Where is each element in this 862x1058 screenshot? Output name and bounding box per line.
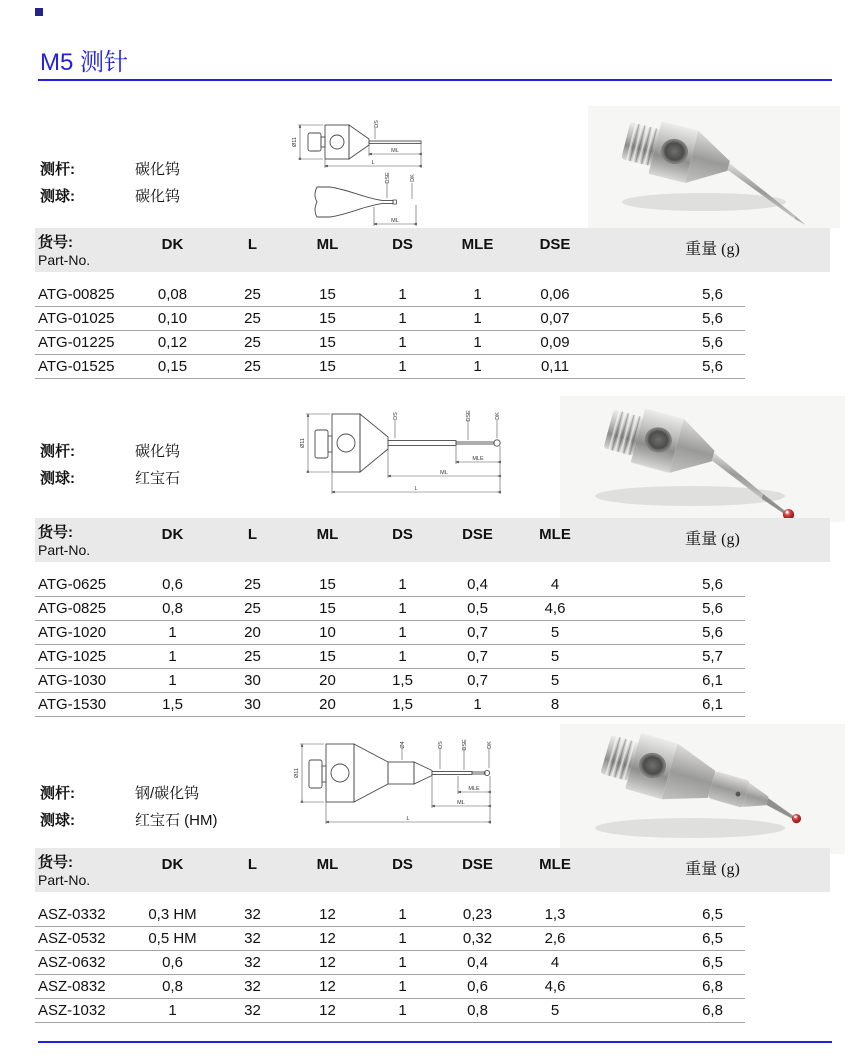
value-cell: 4 [515, 573, 595, 597]
value-cell: 25 [215, 331, 290, 355]
col-header: DS [392, 856, 413, 873]
part-no-cell: ATG-0825 [35, 597, 130, 621]
section3-specs [40, 780, 218, 834]
ball-label: 测球: [40, 812, 75, 829]
table-row [35, 621, 830, 645]
weight-cell: 5,6 [595, 355, 830, 379]
value-cell: 1,3 [515, 903, 595, 927]
value-cell: 1,5 [365, 693, 440, 717]
col-header: DSE [539, 236, 571, 253]
value-cell: 0,11 [515, 355, 595, 379]
col-header: DK [161, 236, 184, 253]
spec-table-1 [35, 228, 830, 379]
value-cell: 25 [215, 355, 290, 379]
value-cell: 15 [290, 355, 365, 379]
value-cell: 5 [515, 999, 595, 1023]
value-cell: 1 [365, 621, 440, 645]
col-header: DK [161, 526, 184, 543]
table-row [35, 975, 830, 999]
dim-label-d11: Ø11 [292, 137, 298, 147]
technical-drawing-3 [292, 736, 522, 836]
value-cell: 1 [130, 645, 215, 669]
ball-value: 红宝石 (HM) [135, 812, 218, 829]
shaft-label: 测杆: [40, 161, 75, 178]
spec-table-2 [35, 518, 830, 717]
value-cell: 0,7 [440, 645, 515, 669]
dim-label-dk: DK [487, 741, 493, 749]
value-cell: 1 [440, 331, 515, 355]
technical-drawing-2 [298, 406, 523, 506]
section1-specs [40, 156, 180, 210]
shaft-spec-row [40, 156, 180, 183]
weight-header: 重量 (g) [685, 531, 740, 548]
weight-cell: 6,1 [595, 669, 830, 693]
ball-spec-row [40, 183, 180, 210]
value-cell: 8 [515, 693, 595, 717]
table-row [35, 597, 830, 621]
part-no-cell: ATG-01525 [35, 355, 130, 379]
table-row [35, 573, 830, 597]
value-cell: 4,6 [515, 597, 595, 621]
table-row [35, 927, 830, 951]
value-cell: 1 [365, 331, 440, 355]
col-header: L [247, 236, 258, 253]
value-cell: 12 [290, 927, 365, 951]
value-cell: 0,09 [515, 331, 595, 355]
part-no-sublabel: Part-No. [38, 252, 91, 268]
value-cell: 0,5 HM [130, 927, 215, 951]
weight-cell: 6,5 [595, 951, 830, 975]
value-cell: 20 [290, 693, 365, 717]
value-cell: 25 [215, 283, 290, 307]
value-cell: 25 [215, 597, 290, 621]
value-cell: 0,3 HM [130, 903, 215, 927]
value-cell: 1 [365, 903, 440, 927]
weight-cell: 5,6 [595, 283, 830, 307]
col-header: MLE [539, 526, 571, 543]
value-cell: 0,6 [130, 573, 215, 597]
table-body [35, 903, 830, 1023]
part-no-cell: ATG-1530 [35, 693, 130, 717]
value-cell: 1 [130, 999, 215, 1023]
table-row [35, 645, 830, 669]
product-photo-1 [588, 106, 840, 228]
weight-cell: 6,8 [595, 975, 830, 999]
dim-label-l: L [371, 160, 375, 166]
value-cell: 0,7 [440, 621, 515, 645]
weight-cell: 5,7 [595, 645, 830, 669]
value-cell: 15 [290, 283, 365, 307]
ball-label: 测球: [40, 470, 75, 487]
part-no-cell: ATG-1030 [35, 669, 130, 693]
weight-header: 重量 (g) [685, 861, 740, 878]
shaft-value: 碳化钨 [135, 443, 181, 460]
table-row [35, 669, 830, 693]
dim-label-d11: Ø11 [294, 768, 300, 778]
value-cell: 0,8 [130, 597, 215, 621]
part-no-label: 货号: [38, 524, 73, 541]
value-cell: 1 [365, 283, 440, 307]
dim-label-l: L [406, 816, 410, 822]
product-photo-2 [560, 396, 845, 522]
part-no-cell: ASZ-0632 [35, 951, 130, 975]
value-cell: 0,4 [440, 951, 515, 975]
part-no-header [35, 518, 130, 562]
dim-label-dk: DK [495, 412, 501, 420]
value-cell: 15 [290, 645, 365, 669]
part-no-cell: ATG-01225 [35, 331, 130, 355]
value-cell: 32 [215, 927, 290, 951]
part-no-label: 货号: [38, 234, 73, 251]
value-cell: 1 [365, 645, 440, 669]
value-cell: 20 [290, 669, 365, 693]
table-row [35, 693, 830, 717]
col-header: MLE [539, 856, 571, 873]
value-cell: 15 [290, 573, 365, 597]
part-no-header [35, 848, 130, 892]
part-no-cell: ATG-0625 [35, 573, 130, 597]
value-cell: 12 [290, 999, 365, 1023]
table-row [35, 355, 830, 379]
dim-label-ml: ML [457, 800, 465, 806]
dim-label-dse: DSE [385, 172, 391, 184]
value-cell: 0,06 [515, 283, 595, 307]
shaft-value: 钢/碳化钨 [135, 785, 200, 802]
value-cell: 1 [365, 573, 440, 597]
part-no-sublabel: Part-No. [38, 542, 91, 558]
value-cell: 1 [440, 693, 515, 717]
col-header: MLE [461, 236, 494, 253]
product-photo-3 [560, 724, 845, 854]
col-header: ML [316, 236, 339, 253]
value-cell: 12 [290, 903, 365, 927]
table-body [35, 283, 830, 379]
weight-cell: 6,5 [595, 903, 830, 927]
footer-rule [38, 1041, 832, 1043]
dim-label-dk: DK [410, 174, 416, 182]
part-no-cell: ASZ-1032 [35, 999, 130, 1023]
table-header [35, 228, 830, 272]
weight-cell: 5,6 [595, 621, 830, 645]
value-cell: 15 [290, 331, 365, 355]
dim-label-ds: DS [374, 120, 380, 128]
corner-logo-mark [35, 8, 43, 16]
value-cell: 1,5 [130, 693, 215, 717]
shadow [595, 818, 785, 838]
value-cell: 20 [215, 621, 290, 645]
part-no-cell: ATG-01025 [35, 307, 130, 331]
shadow [622, 193, 786, 211]
value-cell: 32 [215, 999, 290, 1023]
dim-label-d11: Ø11 [300, 438, 306, 448]
shaft-label: 测杆: [40, 443, 75, 460]
value-cell: 1 [365, 951, 440, 975]
part-no-cell: ASZ-0532 [35, 927, 130, 951]
dim-label-ml2: ML [391, 218, 399, 224]
shaft-value: 碳化钨 [135, 161, 181, 178]
part-no-cell: ASZ-0332 [35, 903, 130, 927]
part-no-cell: ASZ-0832 [35, 975, 130, 999]
value-cell: 4 [515, 951, 595, 975]
part-no-label: 货号: [38, 854, 73, 871]
value-cell: 32 [215, 975, 290, 999]
col-header: DK [161, 856, 184, 873]
value-cell: 0,08 [130, 283, 215, 307]
value-cell: 2,6 [515, 927, 595, 951]
value-cell: 1 [365, 597, 440, 621]
ball-value: 碳化钨 [135, 188, 181, 205]
part-no-cell: ATG-00825 [35, 283, 130, 307]
value-cell: 0,8 [440, 999, 515, 1023]
col-header: ML [316, 856, 339, 873]
dim-label-ml: ML [440, 470, 448, 476]
value-cell: 25 [215, 307, 290, 331]
value-cell: 0,4 [440, 573, 515, 597]
dim-label-dse: DSE [466, 410, 472, 422]
ball-value: 红宝石 [135, 470, 181, 487]
value-cell: 1 [365, 999, 440, 1023]
value-cell: 0,7 [440, 669, 515, 693]
value-cell: 1 [365, 975, 440, 999]
table-row [35, 331, 830, 355]
table-row [35, 999, 830, 1023]
value-cell: 30 [215, 669, 290, 693]
value-cell: 15 [290, 307, 365, 331]
value-cell: 5 [515, 669, 595, 693]
shaft-spec-row [40, 438, 180, 465]
weight-cell: 6,8 [595, 999, 830, 1023]
value-cell: 10 [290, 621, 365, 645]
value-cell: 1 [130, 621, 215, 645]
value-cell: 12 [290, 975, 365, 999]
value-cell: 30 [215, 693, 290, 717]
weight-cell: 5,6 [595, 331, 830, 355]
value-cell: 12 [290, 951, 365, 975]
technical-drawing-1 [290, 112, 450, 230]
value-cell: 1 [440, 307, 515, 331]
weight-cell: 6,1 [595, 693, 830, 717]
value-cell: 1 [440, 283, 515, 307]
value-cell: 0,23 [440, 903, 515, 927]
value-cell: 0,5 [440, 597, 515, 621]
value-cell: 1,5 [365, 669, 440, 693]
table-body [35, 573, 830, 717]
value-cell: 0,15 [130, 355, 215, 379]
value-cell: 0,8 [130, 975, 215, 999]
table-row [35, 307, 830, 331]
value-cell: 0,6 [440, 975, 515, 999]
part-no-header [35, 228, 130, 272]
value-cell: 1 [365, 355, 440, 379]
value-cell: 32 [215, 903, 290, 927]
dim-label-ds: DS [438, 741, 444, 749]
value-cell: 0,32 [440, 927, 515, 951]
col-header: DS [392, 236, 413, 253]
value-cell: 1 [365, 927, 440, 951]
page-title: M5 测针 [40, 49, 129, 76]
weight-header: 重量 (g) [685, 241, 740, 258]
col-header: ML [316, 526, 339, 543]
shaft-label: 测杆: [40, 785, 75, 802]
weight-cell: 5,6 [595, 573, 830, 597]
ball-spec-row [40, 465, 180, 492]
table-header [35, 848, 830, 892]
value-cell: 32 [215, 951, 290, 975]
table-header [35, 518, 830, 562]
ball-label: 测球: [40, 188, 75, 205]
value-cell: 4,6 [515, 975, 595, 999]
weight-cell: 5,6 [595, 307, 830, 331]
col-header: L [247, 856, 258, 873]
part-no-cell: ATG-1025 [35, 645, 130, 669]
dim-label-dse: DSE [462, 739, 468, 751]
value-cell: 25 [215, 573, 290, 597]
ball-spec-row [40, 807, 218, 834]
col-header: L [247, 526, 258, 543]
value-cell: 25 [215, 645, 290, 669]
weight-cell: 6,5 [595, 927, 830, 951]
value-cell: 0,6 [130, 951, 215, 975]
table-row [35, 903, 830, 927]
dim-label-d4: Ø4 [400, 741, 406, 749]
value-cell: 5 [515, 621, 595, 645]
value-cell: 0,07 [515, 307, 595, 331]
dim-label-l: L [414, 486, 418, 492]
value-cell: 5 [515, 645, 595, 669]
dim-label-mle: MLE [472, 456, 484, 462]
table-row [35, 283, 830, 307]
part-no-cell: ATG-1020 [35, 621, 130, 645]
spec-table-3 [35, 848, 830, 1023]
title-rule [38, 79, 832, 81]
value-cell: 0,10 [130, 307, 215, 331]
col-header: DSE [462, 526, 493, 543]
value-cell: 0,12 [130, 331, 215, 355]
dim-label-mle: MLE [468, 786, 480, 792]
dim-label-ds: DS [393, 412, 399, 420]
dim-label-ml: ML [391, 148, 399, 154]
value-cell: 1 [130, 669, 215, 693]
value-cell: 15 [290, 597, 365, 621]
col-header: DS [392, 526, 413, 543]
value-cell: 1 [440, 355, 515, 379]
section2-specs [40, 438, 180, 492]
col-header: DSE [462, 856, 493, 873]
part-no-sublabel: Part-No. [38, 872, 91, 888]
value-cell: 1 [365, 307, 440, 331]
table-row [35, 951, 830, 975]
shaft-spec-row [40, 780, 218, 807]
weight-cell: 5,6 [595, 597, 830, 621]
